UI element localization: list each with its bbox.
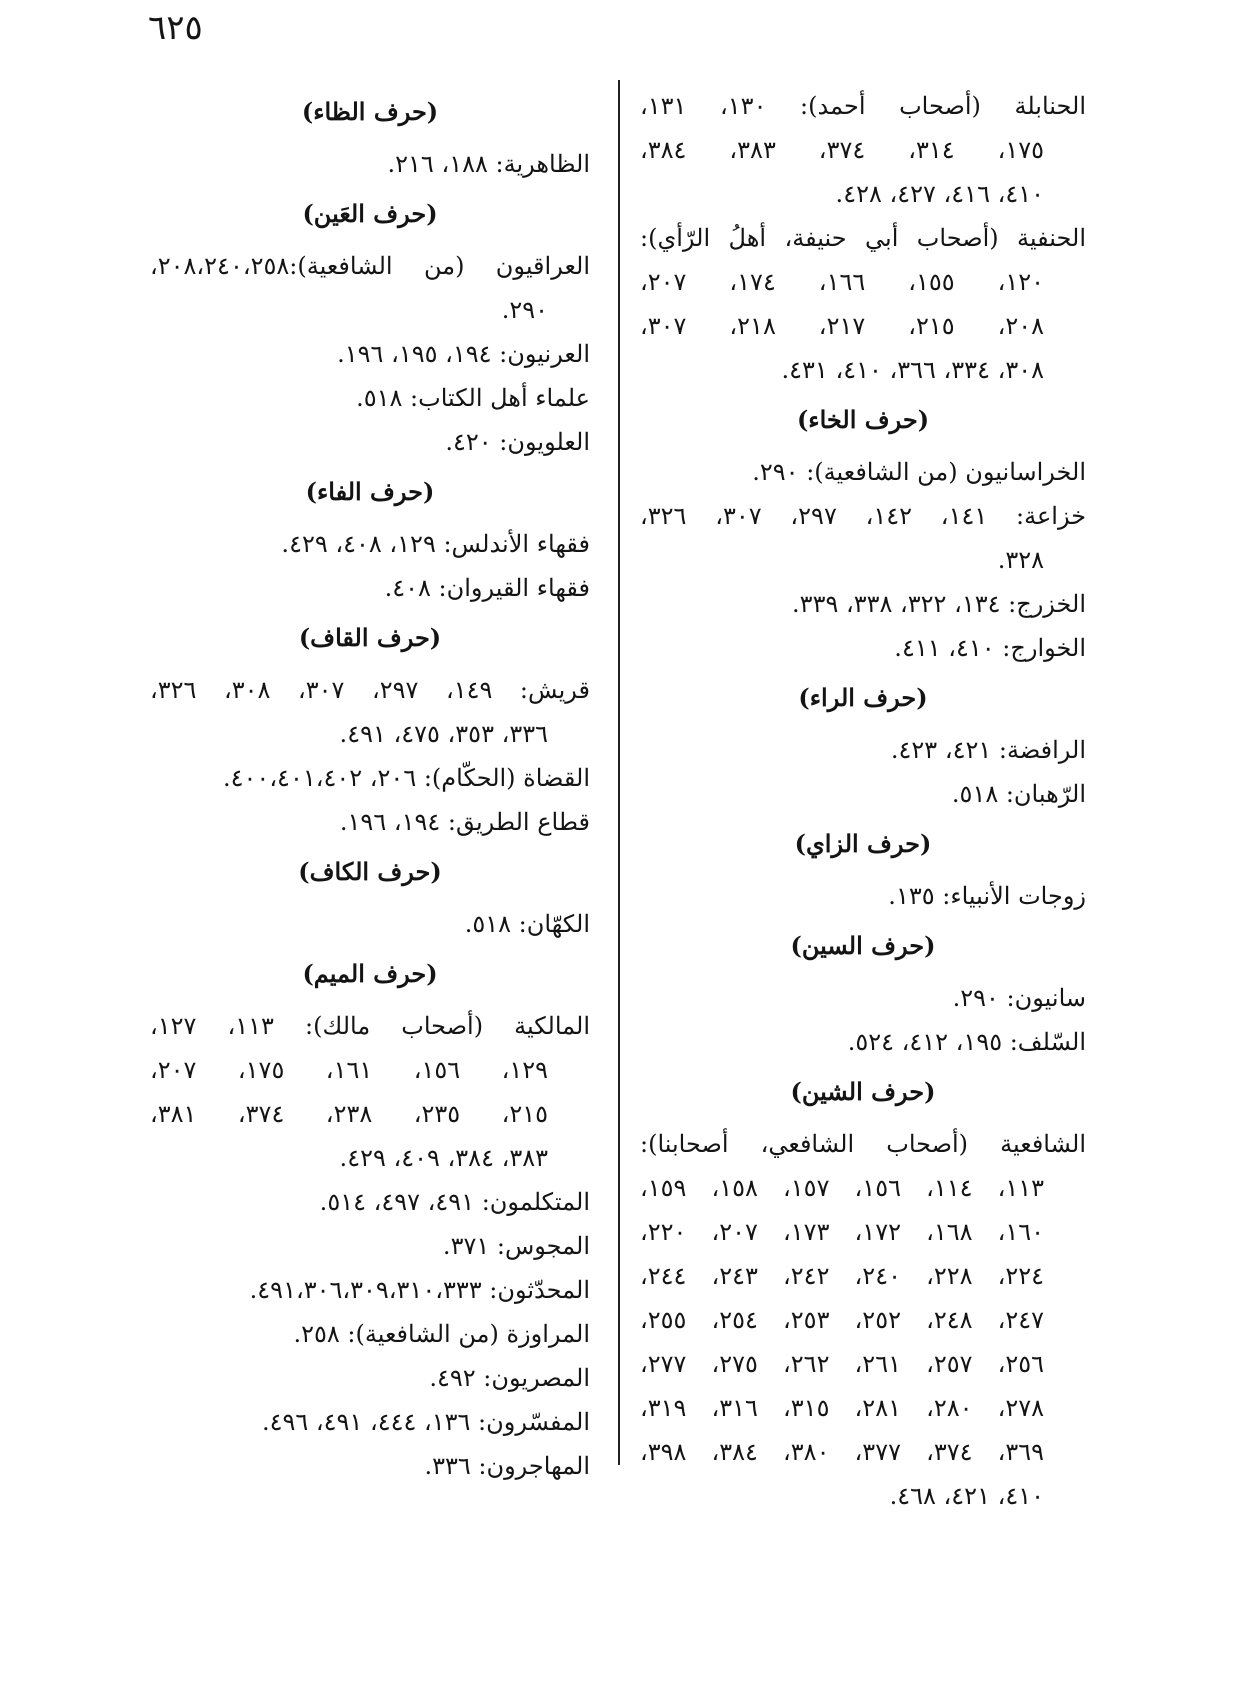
index-entry-line: الكهّان: ٥١٨. xyxy=(464,910,590,938)
index-entry xyxy=(640,216,1086,392)
index-column-left xyxy=(150,84,590,1488)
index-entry-line: ٢٩٠. xyxy=(501,296,548,324)
letter-section-heading: (حرف الظاء) xyxy=(301,97,439,126)
index-entry-line: الظاهرية: ١٨٨، ٢١٦. xyxy=(387,150,590,178)
index-entry-line: ١١٣، ١١٤، ١٥٦، ١٥٧، ١٥٨، ١٥٩، xyxy=(640,1174,1044,1202)
index-entry xyxy=(150,376,590,420)
index-entry xyxy=(150,800,590,844)
index-entry-line: الحنابلة (أصحاب أحمد): ١٣٠، ١٣١، xyxy=(640,92,1087,120)
index-entry-line: المالكية (أصحاب مالك): ١١٣، ١٢٧، xyxy=(150,1012,591,1040)
index-entry-line: ٢٧٨، ٢٨٠، ٢٨١، ٣١٥، ٣١٦، ٣١٩، xyxy=(640,1394,1044,1422)
letter-section-heading: (حرف الفاء) xyxy=(305,477,435,506)
index-entry-line: المجوس: ٣٧١. xyxy=(442,1232,590,1260)
index-entry-line: علماء أهل الكتاب: ٥١٨. xyxy=(356,384,590,412)
letter-section-heading: (حرف الراء) xyxy=(798,683,928,712)
index-entry xyxy=(150,522,590,566)
index-entry xyxy=(640,1020,1086,1064)
index-entry xyxy=(150,1356,590,1400)
index-entry xyxy=(150,566,590,610)
index-entry-line: ٢٢٤، ٢٢٨، ٢٤٠، ٢٤٢، ٢٤٣، ٢٤٤، xyxy=(640,1262,1044,1290)
letter-section-heading: (حرف السين) xyxy=(790,931,936,960)
index-entry xyxy=(640,582,1086,626)
index-entry-line: المفسّرون: ١٣٦، ٤٤٤، ٤٩١، ٤٩٦. xyxy=(261,1408,590,1436)
index-entry xyxy=(150,244,590,332)
index-entry-line: العراقيون (من الشافعية):٢٠٨،٢٤٠،٢٥٨، xyxy=(150,252,590,280)
index-entry-line: قريش: ١٤٩، ٢٩٧، ٣٠٧، ٣٠٨، ٣٢٦، xyxy=(150,676,591,704)
index-entry xyxy=(640,772,1086,816)
index-entry-line: العرنيون: ١٩٤، ١٩٥، ١٩٦. xyxy=(337,340,590,368)
index-entry xyxy=(150,142,590,186)
index-entry xyxy=(640,494,1086,582)
index-entry-line: الشافعية (أصحاب الشافعي، أصحابنا): xyxy=(640,1130,1086,1158)
index-entry-line: ٢٥٦، ٢٥٧، ٢٦١، ٢٦٢، ٢٧٥، ٢٧٧، xyxy=(640,1350,1044,1378)
index-entry-line: سانيون: ٢٩٠. xyxy=(952,984,1086,1012)
index-entry-line: ٢٤٧، ٢٤٨، ٢٥٢، ٢٥٣، ٢٥٤، ٢٥٥، xyxy=(640,1306,1044,1334)
index-entry-line: ١٢٩، ١٥٦، ١٦١، ١٧٥، ٢٠٧، xyxy=(150,1056,549,1084)
index-entry-line: القضاة (الحكّام): ٢٠٦، ٤٠٠،٤٠١،٤٠٢. xyxy=(223,764,590,792)
index-entry xyxy=(150,756,590,800)
index-entry-line: ٤١٠، ٤٢١، ٤٦٨. xyxy=(889,1482,1044,1510)
column-divider xyxy=(618,80,620,1465)
index-entry xyxy=(150,1004,590,1180)
index-entry-line: العلويون: ٤٢٠. xyxy=(445,428,590,456)
index-entry-line: خزاعة: ١٤١، ١٤٢، ٢٩٧، ٣٠٧، ٣٢٦، xyxy=(640,502,1087,530)
letter-section-heading: (حرف العَين) xyxy=(302,199,438,228)
index-entry xyxy=(150,1268,590,1312)
index-entry-line: الرّهبان: ٥١٨. xyxy=(951,780,1086,808)
index-entry-line: الحنفية (أصحاب أبي حنيفة، أهلُ الرّأي): xyxy=(640,224,1086,252)
letter-section-heading: (حرف الخاء) xyxy=(796,405,930,434)
index-entry xyxy=(150,1400,590,1444)
index-entry-line: ٤١٠، ٤١٦، ٤٢٧، ٤٢٨. xyxy=(835,180,1044,208)
index-entry xyxy=(150,1312,590,1356)
index-entry-line: السّلف: ١٩٥، ٤١٢، ٥٢٤. xyxy=(847,1028,1086,1056)
index-entry xyxy=(150,332,590,376)
page-number: ٦٢٥ xyxy=(148,8,203,48)
index-entry xyxy=(640,976,1086,1020)
letter-section-heading: (حرف القاف) xyxy=(298,623,442,652)
index-entry xyxy=(150,420,590,464)
index-entry xyxy=(640,84,1086,216)
index-entry-line: ١٧٥، ٣١٤، ٣٧٤، ٣٨٣، ٣٨٤، xyxy=(640,136,1045,164)
index-entry-line: فقهاء الأندلس: ١٢٩، ٤٠٨، ٤٢٩. xyxy=(281,530,590,558)
index-entry-line: المصريون: ٤٩٢. xyxy=(429,1364,590,1392)
index-entry-line: المتكلمون: ٤٩١، ٤٩٧، ٥١٤. xyxy=(319,1188,590,1216)
index-entry-line: ٢١٥، ٢٣٥، ٢٣٨، ٣٧٤، ٣٨١، xyxy=(150,1100,549,1128)
index-entry-line: ٣٦٩، ٣٧٤، ٣٧٧، ٣٨٠، ٣٨٤، ٣٩٨، xyxy=(640,1438,1044,1466)
letter-section-heading: (حرف الزاي) xyxy=(794,829,932,858)
index-entry xyxy=(640,626,1086,670)
index-entry xyxy=(640,450,1086,494)
index-entry-line: الرافضة: ٤٢١، ٤٢٣. xyxy=(890,736,1086,764)
index-entry-line: زوجات الأنبياء: ١٣٥. xyxy=(888,882,1086,910)
index-entry xyxy=(150,1180,590,1224)
letter-section-heading: (حرف الميم) xyxy=(302,959,438,988)
index-entry xyxy=(640,874,1086,918)
index-entry-line: المهاجرون: ٣٣٦. xyxy=(424,1452,590,1480)
index-entry-line: ١٦٠، ١٦٨، ١٧٢، ١٧٣، ٢٠٧، ٢٢٠، xyxy=(640,1218,1044,1246)
index-column-right xyxy=(640,84,1086,1518)
index-entry xyxy=(150,668,590,756)
index-entry-line: الخراسانيون (من الشافعية): ٢٩٠. xyxy=(752,458,1086,486)
index-entry-line: المحدّثون: ٤٩١،٣٠٦،٣٠٩،٣١٠،٣٣٣. xyxy=(249,1276,590,1304)
index-entry-line: المراوزة (من الشافعية): ٢٥٨. xyxy=(293,1320,590,1348)
index-entry xyxy=(150,1224,590,1268)
index-entry-line: فقهاء القيروان: ٤٠٨. xyxy=(384,574,590,602)
index-entry-line: ٣٢٨. xyxy=(997,546,1044,574)
letter-section-heading: (حرف الكاف) xyxy=(298,857,442,886)
index-entry-line: ٢٠٨، ٢١٥، ٢١٧، ٢١٨، ٣٠٧، xyxy=(640,312,1045,340)
index-entry xyxy=(150,1444,590,1488)
index-entry xyxy=(640,1122,1086,1518)
index-entry xyxy=(150,902,590,946)
letter-section-heading: (حرف الشين) xyxy=(790,1077,936,1106)
index-entry-line: الخزرج: ١٣٤، ٣٢٢، ٣٣٨، ٣٣٩. xyxy=(792,590,1086,618)
index-entry xyxy=(640,728,1086,772)
index-entry-line: ٣٠٨، ٣٣٤، ٣٦٦، ٤١٠، ٤٣١. xyxy=(781,356,1044,384)
index-entry-line: الخوارج: ٤١٠، ٤١١. xyxy=(894,634,1086,662)
index-entry-line: ٣٣٦، ٣٥٣، ٤٧٥، ٤٩١. xyxy=(339,720,548,748)
index-entry-line: ٣٨٣، ٣٨٤، ٤٠٩، ٤٢٩. xyxy=(339,1144,548,1172)
index-entry-line: قطاع الطريق: ١٩٤، ١٩٦. xyxy=(339,808,590,836)
index-entry-line: ١٢٠، ١٥٥، ١٦٦، ١٧٤، ٢٠٧، xyxy=(640,268,1045,296)
